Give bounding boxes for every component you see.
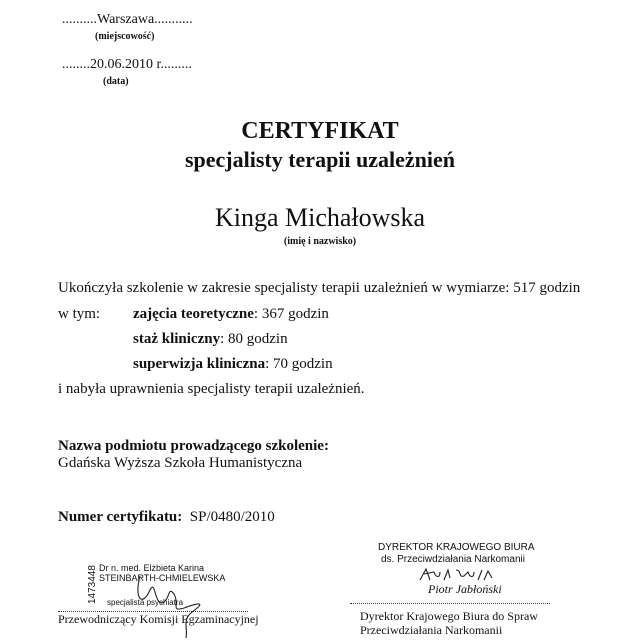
- training-item-label: zajęcia teoretyczne: [133, 306, 254, 322]
- certificate-number: [58, 509, 275, 526]
- signature-left-scribble: [130, 568, 220, 640]
- place-label: (miejscowość): [95, 31, 155, 42]
- training-item-internship: [133, 331, 288, 348]
- signature-left-role: Przewodniczący Komisji Egzaminacyjnej: [58, 612, 259, 626]
- place-value: ..........Warszawa...........: [62, 12, 193, 27]
- training-item-theory: [133, 306, 329, 323]
- signer-right-name: Piotr Jabłoński: [428, 582, 502, 596]
- training-item-value: : 367 godzin: [253, 306, 329, 322]
- stamp-left-line2: STEINBARTH-CHMIELEWSKA: [99, 573, 226, 583]
- certificate-number-value: SP/0480/2010: [189, 509, 275, 525]
- stamp-left-line1: Dr n. med. Elżbieta Karina: [99, 563, 205, 573]
- stamp-right-line2: ds. Przeciwdziałania Narkomanii: [381, 554, 525, 565]
- date-label: (data): [103, 76, 129, 87]
- certificate-title: CERTYFIKAT: [241, 118, 399, 144]
- training-intro: Ukończyła szkolenie w zakresie specjalisty terapii uzależnień w wymiarze: 517 godzin: [58, 280, 581, 296]
- training-item-label: staż kliniczny: [133, 331, 221, 347]
- recipient-name-label: (imię i nazwisko): [283, 236, 357, 247]
- institution-name: Gdańska Wyższa Szkoła Humanistyczna: [58, 455, 303, 471]
- training-item-value: : 80 godzin: [220, 331, 288, 347]
- training-item-supervision: [133, 356, 333, 373]
- stamp-right-line1: DYREKTOR KRAJOWEGO BIURA: [378, 542, 535, 553]
- signature-right-line: [350, 603, 550, 604]
- stamp-number: 1473448: [87, 565, 98, 604]
- certificate-number-label: Numer certyfikatu:: [58, 509, 183, 525]
- institution-label: Nazwa podmiotu prowadzącego szkolenie:: [58, 438, 329, 454]
- stamp-left-line3: specjalista psychiatra: [107, 598, 184, 607]
- training-item-label: superwizja kliniczna: [133, 356, 266, 372]
- recipient-name: Kinga Michałowska: [214, 203, 426, 232]
- date-value: ........20.06.2010 r.........: [62, 57, 192, 72]
- training-including-label: w tym:: [58, 306, 101, 322]
- training-item-value: : 70 godzin: [265, 356, 333, 372]
- signature-right-role-line2: Przeciwdziałania Narkomanii: [360, 623, 503, 637]
- certificate-subtitle: specjalisty terapii uzależnień: [184, 147, 456, 172]
- signature-right-role-line1: Dyrektor Krajowego Biura do Spraw: [360, 609, 538, 623]
- training-conclusion: i nabyła uprawnienia specjalisty terapii uzależnień.: [58, 381, 365, 397]
